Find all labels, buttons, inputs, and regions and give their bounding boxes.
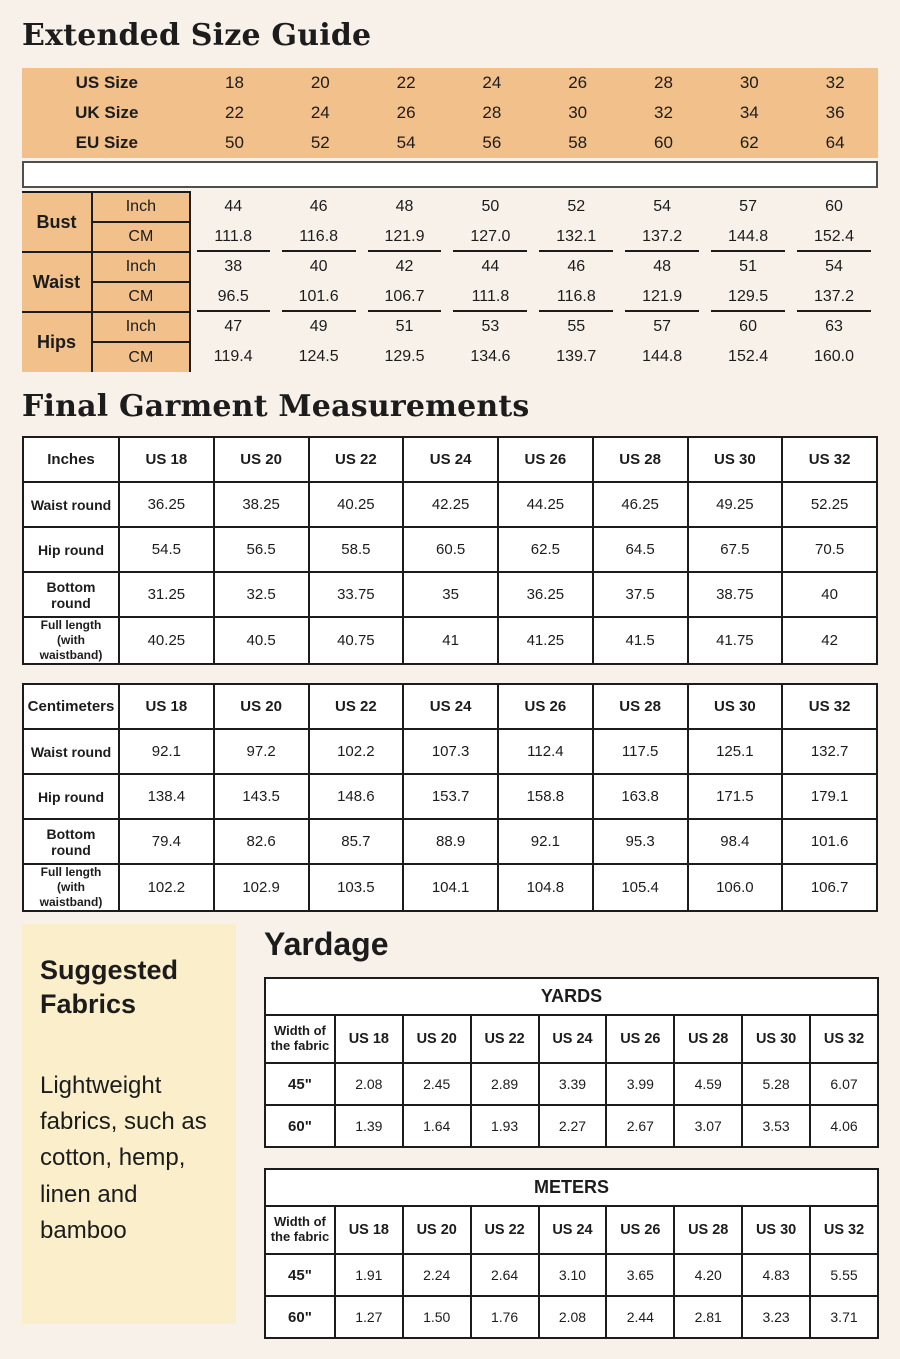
measurement-value: 101.6: [276, 282, 362, 312]
size-chart-row: [22, 68, 878, 98]
size-value: 54: [396, 133, 416, 152]
measurement-value: 51: [739, 258, 757, 275]
garment-value: 36.25: [119, 482, 214, 527]
garment-value: 35: [403, 572, 498, 617]
measurement-value: 144.8: [705, 222, 791, 252]
garment-value: 92.1: [119, 729, 214, 774]
size-column-header: US 30: [688, 437, 783, 482]
measurement-value: 46: [567, 258, 586, 275]
yardage-value: 1.76: [471, 1296, 539, 1338]
garment-value: 97.2: [214, 729, 309, 774]
garment-inches-head: [23, 437, 877, 482]
measurement-value: 160.0: [813, 348, 855, 365]
size-column-header: US 30: [688, 684, 783, 729]
measurement-value: 124.5: [298, 348, 339, 365]
yardage-value: 5.55: [810, 1254, 878, 1296]
size-value: 22: [225, 103, 244, 122]
garment-value: 36.25: [498, 572, 593, 617]
garment-value: 98.4: [688, 819, 783, 864]
size-value: 28: [482, 103, 502, 122]
yardage-value: 1.93: [471, 1105, 539, 1147]
yardage-value: 2.81: [674, 1296, 742, 1338]
fabric-width-header: Width of the fabric: [265, 1206, 335, 1254]
fabric-width-header: Width of the fabric: [265, 1015, 335, 1063]
fabric-width-label: 60": [265, 1105, 335, 1147]
garment-value: 153.7: [403, 774, 498, 819]
garment-value: 42.25: [403, 482, 498, 527]
garment-row-label: Bottom round: [23, 819, 119, 864]
size-value: 30: [739, 73, 759, 92]
unit-label-inch: Inch: [92, 312, 190, 342]
yardage-row: [265, 1063, 878, 1105]
size-system-label: EU Size: [75, 133, 138, 152]
measurement-value: 60: [739, 318, 757, 335]
garment-value: 92.1: [498, 819, 593, 864]
garment-section-title: Final Garment Measurements: [22, 389, 530, 424]
size-column-header: US 32: [810, 1015, 878, 1063]
size-column-header: US 22: [309, 684, 404, 729]
yardage-value: 2.08: [539, 1296, 607, 1338]
garment-value: 79.4: [119, 819, 214, 864]
garment-value: 54.5: [119, 527, 214, 572]
garment-header-row: [23, 684, 877, 729]
garment-value: 60.5: [403, 527, 498, 572]
size-value: 30: [568, 103, 588, 122]
measurement-value: 44: [481, 258, 500, 275]
measurement-value: 129.5: [705, 282, 791, 312]
page-title: Extended Size Guide: [22, 18, 372, 53]
bottom-section: [22, 924, 878, 1359]
garment-value: 102.9: [214, 864, 309, 911]
unit-label-cm: CM: [92, 222, 190, 252]
fabric-width-label: 60": [265, 1296, 335, 1338]
garment-value: 62.5: [498, 527, 593, 572]
garment-value: 64.5: [593, 527, 688, 572]
yardage-unit-header: YARDS: [265, 978, 878, 1015]
measurement-inch-row: [22, 252, 877, 282]
size-column-header: US 24: [539, 1206, 607, 1254]
size-value: 32: [825, 73, 845, 92]
yardage-yards-body: [265, 978, 878, 1147]
measurement-value: 57: [739, 198, 757, 215]
size-value: 50: [225, 133, 244, 152]
size-column-header: US 18: [335, 1206, 403, 1254]
garment-value: 163.8: [593, 774, 688, 819]
measurement-value: 111.8: [190, 222, 276, 252]
size-column-header: US 20: [214, 684, 309, 729]
measurement-value: 132.1: [533, 222, 619, 252]
yardage-value: 2.67: [606, 1105, 674, 1147]
garment-value: 106.0: [688, 864, 783, 911]
measurement-value: 63: [825, 318, 843, 335]
garment-value: 88.9: [403, 819, 498, 864]
yardage-row: [265, 1105, 878, 1147]
garment-value: 44.25: [498, 482, 593, 527]
garment-value: 40.5: [214, 617, 309, 664]
garment-measurements-inches-table: [22, 436, 878, 665]
garment-row: [23, 617, 877, 664]
size-conversion-table: [22, 68, 878, 158]
garment-row: [23, 572, 877, 617]
garment-value: 67.5: [688, 527, 783, 572]
garment-value: 102.2: [309, 729, 404, 774]
measurement-value: 44: [224, 198, 243, 215]
size-value: 34: [739, 103, 759, 122]
yardage-value: 6.07: [810, 1063, 878, 1105]
size-chart-row: [22, 128, 878, 158]
yardage-row: [265, 1296, 878, 1338]
garment-value: 41.75: [688, 617, 783, 664]
suggested-fabrics-title: Suggested Fabrics: [40, 955, 179, 1019]
garment-centimeters-head: [23, 684, 877, 729]
measurement-value: 116.8: [276, 222, 362, 252]
size-value: 24: [482, 73, 502, 92]
garment-value: 82.6: [214, 819, 309, 864]
measurement-value: 60: [825, 198, 843, 215]
yardage-unit-row: [265, 978, 878, 1015]
size-system-label: UK Size: [75, 103, 139, 122]
measurement-value: 139.7: [556, 348, 597, 365]
garment-value: 171.5: [688, 774, 783, 819]
unit-header: Centimeters: [23, 684, 119, 729]
garment-value: 104.1: [403, 864, 498, 911]
garment-value: 179.1: [782, 774, 877, 819]
measurement-value: 49: [309, 318, 328, 335]
yardage-value: 4.06: [810, 1105, 878, 1147]
size-column-header: US 22: [309, 437, 404, 482]
size-value: 56: [482, 133, 502, 152]
size-value: 26: [396, 103, 416, 122]
size-column-header: US 20: [403, 1015, 471, 1063]
garment-value: 132.7: [782, 729, 877, 774]
measurement-value: 55: [567, 318, 586, 335]
measurement-value: 96.5: [190, 282, 276, 312]
garment-row: [23, 482, 877, 527]
size-value: 22: [396, 73, 416, 92]
measurement-cm-row: [22, 222, 877, 252]
measurement-cm-row: [22, 282, 877, 312]
yardage-value: 2.44: [606, 1296, 674, 1338]
size-value: 52: [310, 133, 330, 152]
yardage-value: 3.71: [810, 1296, 878, 1338]
yardage-row: [265, 1254, 878, 1296]
suggested-fabrics-panel: [22, 924, 236, 1324]
measurement-cm-row: [22, 342, 877, 372]
yardage-value: 2.64: [471, 1254, 539, 1296]
size-column-header: US 32: [782, 684, 877, 729]
measurement-value: 121.9: [362, 222, 448, 252]
yardage-value: 5.28: [742, 1063, 810, 1105]
size-system-label: US Size: [75, 73, 138, 92]
measurement-value: 137.2: [619, 222, 705, 252]
yardage-columns-row: [265, 1206, 878, 1254]
yardage-value: 4.59: [674, 1063, 742, 1105]
yardage-value: 2.89: [471, 1063, 539, 1105]
suggested-fabrics-text: Lightweight fabrics, such as cotton, hemp, linen and bamboo: [40, 1071, 207, 1245]
garment-row: [23, 819, 877, 864]
garment-row-label: Full length (with waistband): [23, 864, 119, 911]
garment-value: 103.5: [309, 864, 404, 911]
garment-value: 106.7: [782, 864, 877, 911]
unit-header: Inches: [23, 437, 119, 482]
garment-value: 41.5: [593, 617, 688, 664]
measurement-value: 47: [224, 318, 243, 335]
garment-value: 32.5: [214, 572, 309, 617]
measurement-group-label: Hips: [22, 312, 92, 372]
garment-value: 117.5: [593, 729, 688, 774]
yardage-value: 4.83: [742, 1254, 810, 1296]
measurement-value: 51: [395, 318, 414, 335]
garment-row-label: Bottom round: [23, 572, 119, 617]
garment-value: 107.3: [403, 729, 498, 774]
unit-label-inch: Inch: [92, 192, 190, 222]
measurement-group-label: Bust: [22, 192, 92, 252]
size-value: 18: [225, 73, 244, 92]
garment-value: 38.25: [214, 482, 309, 527]
yardage-meters-body: [265, 1169, 878, 1338]
size-column-header: US 28: [593, 684, 688, 729]
yardage-meters-table: [264, 1168, 879, 1339]
size-column-header: US 18: [119, 437, 214, 482]
body-measurements-table: [22, 191, 878, 372]
size-column-header: US 18: [335, 1015, 403, 1063]
measurement-value: 106.7: [362, 282, 448, 312]
size-column-header: US 24: [403, 684, 498, 729]
size-conversion-body: [22, 68, 878, 158]
yardage-value: 1.50: [403, 1296, 471, 1338]
garment-value: 101.6: [782, 819, 877, 864]
garment-inches-body: [23, 482, 877, 664]
size-value: 62: [739, 133, 759, 152]
measurement-value: 48: [653, 258, 672, 275]
garment-value: 37.5: [593, 572, 688, 617]
yardage-value: 3.10: [539, 1254, 607, 1296]
unit-label-inch: Inch: [92, 252, 190, 282]
yardage-value: 1.27: [335, 1296, 403, 1338]
yardage-value: 2.24: [403, 1254, 471, 1296]
measurement-inch-row: [22, 192, 877, 222]
garment-value: 41: [403, 617, 498, 664]
size-column-header: US 30: [742, 1206, 810, 1254]
size-column-header: US 26: [606, 1206, 674, 1254]
garment-value: 42: [782, 617, 877, 664]
garment-value: 70.5: [782, 527, 877, 572]
garment-value: 40.75: [309, 617, 404, 664]
garment-value: 38.75: [688, 572, 783, 617]
size-column-header: US 26: [498, 437, 593, 482]
size-value: 26: [568, 73, 588, 92]
garment-value: 148.6: [309, 774, 404, 819]
yardage-columns-row: [265, 1015, 878, 1063]
fabric-width-label: 45": [265, 1254, 335, 1296]
yardage-value: 2.08: [335, 1063, 403, 1105]
garment-value: 112.4: [498, 729, 593, 774]
size-column-header: US 28: [593, 437, 688, 482]
yardage-value: 1.64: [403, 1105, 471, 1147]
yardage-value: 3.23: [742, 1296, 810, 1338]
garment-value: 33.75: [309, 572, 404, 617]
yardage-title: Yardage: [264, 926, 389, 962]
yardage-unit-header: METERS: [265, 1169, 878, 1206]
measurement-value: 52: [567, 198, 586, 215]
measurement-value: 50: [481, 198, 500, 215]
measurement-value: 54: [653, 198, 672, 215]
garment-value: 105.4: [593, 864, 688, 911]
garment-measurements-centimeters-table: [22, 683, 878, 912]
unit-label-cm: CM: [92, 342, 190, 372]
measurement-value: 48: [395, 198, 414, 215]
measurement-inch-row: [22, 312, 877, 342]
garment-value: 56.5: [214, 527, 309, 572]
size-value: 36: [825, 103, 845, 122]
measurement-group-label: Waist: [22, 252, 92, 312]
size-column-header: US 26: [498, 684, 593, 729]
size-column-header: US 20: [214, 437, 309, 482]
garment-centimeters-body: [23, 729, 877, 911]
garment-value: 95.3: [593, 819, 688, 864]
size-value: 64: [825, 133, 845, 152]
measurement-value: 40: [309, 258, 328, 275]
size-chart-row: [22, 98, 878, 128]
garment-row: [23, 729, 877, 774]
garment-value: 125.1: [688, 729, 783, 774]
garment-row-label: Waist round: [23, 729, 119, 774]
size-value: 24: [310, 103, 330, 122]
empty-spacer-row: [22, 161, 878, 188]
yardage-value: 3.39: [539, 1063, 607, 1105]
garment-row: [23, 527, 877, 572]
size-column-header: US 32: [782, 437, 877, 482]
garment-value: 49.25: [688, 482, 783, 527]
size-column-header: US 26: [606, 1015, 674, 1063]
garment-row: [23, 864, 877, 911]
measurement-value: 134.6: [470, 348, 511, 365]
measurement-value: 137.2: [791, 282, 877, 312]
yardage-value: 1.39: [335, 1105, 403, 1147]
size-column-header: US 32: [810, 1206, 878, 1254]
garment-value: 143.5: [214, 774, 309, 819]
garment-value: 46.25: [593, 482, 688, 527]
garment-row-label: Waist round: [23, 482, 119, 527]
size-column-header: US 22: [471, 1015, 539, 1063]
size-column-header: US 28: [674, 1206, 742, 1254]
body-measurements-body: [22, 192, 877, 372]
yardage-value: 4.20: [674, 1254, 742, 1296]
measurement-value: 116.8: [533, 282, 619, 312]
yardage-value: 3.99: [606, 1063, 674, 1105]
garment-value: 31.25: [119, 572, 214, 617]
garment-value: 58.5: [309, 527, 404, 572]
size-value: 58: [568, 133, 588, 152]
measurement-value: 46: [309, 198, 328, 215]
measurement-value: 144.8: [642, 348, 683, 365]
yardage-value: 1.91: [335, 1254, 403, 1296]
yardage-value: 3.07: [674, 1105, 742, 1147]
size-column-header: US 24: [403, 437, 498, 482]
garment-value: 40.25: [119, 617, 214, 664]
measurement-value: 127.0: [447, 222, 533, 252]
yardage-value: 3.53: [742, 1105, 810, 1147]
garment-value: 41.25: [498, 617, 593, 664]
yardage-section: [264, 924, 879, 1359]
yardage-unit-row: [265, 1169, 878, 1206]
garment-value: 85.7: [309, 819, 404, 864]
yardage-value: 2.27: [539, 1105, 607, 1147]
garment-header-row: [23, 437, 877, 482]
measurement-value: 38: [224, 258, 243, 275]
garment-value: 40.25: [309, 482, 404, 527]
garment-value: 40: [782, 572, 877, 617]
measurement-value: 111.8: [447, 282, 533, 312]
measurement-value: 152.4: [728, 348, 769, 365]
size-column-header: US 24: [539, 1015, 607, 1063]
garment-row-label: Full length (with waistband): [23, 617, 119, 664]
garment-value: 52.25: [782, 482, 877, 527]
garment-row-label: Hip round: [23, 774, 119, 819]
size-column-header: US 20: [403, 1206, 471, 1254]
garment-value: 102.2: [119, 864, 214, 911]
size-value: 32: [654, 103, 673, 122]
measurement-value: 57: [653, 318, 672, 335]
size-value: 20: [310, 73, 330, 92]
measurement-value: 53: [481, 318, 500, 335]
size-value: 28: [654, 73, 673, 92]
measurement-value: 54: [825, 258, 843, 275]
measurement-value: 119.4: [213, 348, 253, 365]
size-column-header: US 30: [742, 1015, 810, 1063]
size-column-header: US 28: [674, 1015, 742, 1063]
measurement-value: 129.5: [384, 348, 425, 365]
garment-row: [23, 774, 877, 819]
size-column-header: US 22: [471, 1206, 539, 1254]
yardage-yards-table: [264, 977, 879, 1148]
garment-value: 138.4: [119, 774, 214, 819]
measurement-value: 42: [395, 258, 414, 275]
fabric-width-label: 45": [265, 1063, 335, 1105]
unit-label-cm: CM: [92, 282, 190, 312]
garment-row-label: Hip round: [23, 527, 119, 572]
garment-value: 104.8: [498, 864, 593, 911]
size-column-header: US 18: [119, 684, 214, 729]
size-value: 60: [654, 133, 673, 152]
yardage-value: 3.65: [606, 1254, 674, 1296]
measurement-value: 152.4: [791, 222, 877, 252]
measurement-value: 121.9: [619, 282, 705, 312]
yardage-value: 2.45: [403, 1063, 471, 1105]
garment-value: 158.8: [498, 774, 593, 819]
